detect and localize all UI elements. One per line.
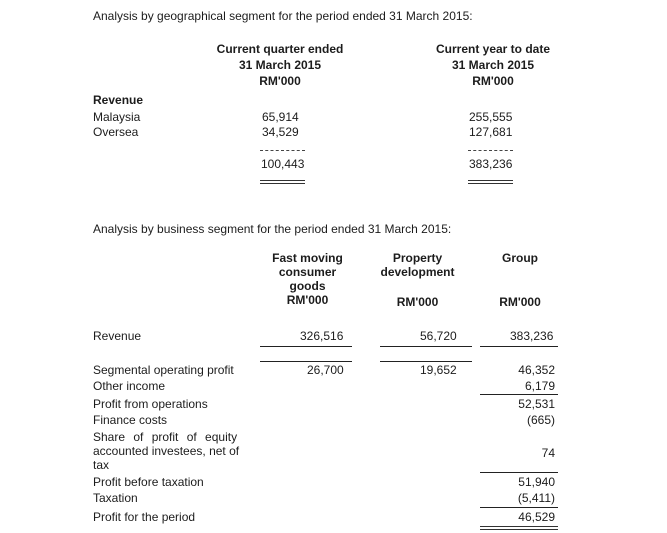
geo-double-rule-2	[468, 180, 513, 184]
geo-col1-line3: RM'000	[259, 74, 301, 88]
geo-col2-line3: RM'000	[472, 74, 514, 88]
biz-revenue-rule-2	[380, 346, 472, 347]
biz-profitops-v3: 52,531	[518, 397, 555, 411]
biz-segprofit-v1: 26,700	[307, 363, 344, 377]
biz-otherincome-rule	[480, 394, 558, 395]
biz-shareprofit-line1: Share of profit of equity	[93, 430, 238, 444]
biz-col2-header	[365, 251, 470, 309]
biz-profitperiod-double-rule	[480, 526, 558, 530]
biz-col1-line4: RM'000	[286, 293, 329, 307]
biz-col1-header	[255, 251, 360, 307]
biz-taxation-rule	[480, 507, 558, 508]
geo-row-malaysia-v2: 255,555	[469, 110, 513, 124]
biz-revenue-rule-1	[260, 346, 352, 347]
biz-revenue-v1: 326,516	[300, 329, 344, 343]
biz-revenue-v3: 383,236	[510, 329, 554, 343]
biz-pbt-label: Profit before taxation	[93, 475, 204, 489]
biz-revenue-v2: 56,720	[420, 329, 457, 343]
biz-col1-line3: goods	[289, 279, 326, 293]
geo-col1-line2: 31 March 2015	[238, 58, 322, 72]
geo-col1-header	[205, 42, 355, 88]
geo-dash-rule-1	[260, 150, 305, 151]
biz-col3-line2: RM'000	[499, 295, 541, 309]
biz-col1-line2: consumer	[278, 265, 337, 279]
geo-col2-line2: 31 March 2015	[451, 58, 535, 72]
geo-total-v2: 383,236	[469, 157, 513, 171]
geo-col1-line1: Current quarter ended	[216, 42, 344, 56]
biz-segprofit-label: Segmental operating profit	[93, 363, 234, 377]
geo-row-oversea-v1: 34,529	[262, 125, 299, 139]
biz-shareprofit-line2: accounted investees, net of	[93, 444, 240, 458]
geo-row-malaysia-label: Malaysia	[93, 110, 141, 124]
geo-revenue-label: Revenue	[93, 93, 144, 107]
geo-row-oversea-label: Oversea	[93, 125, 139, 139]
geo-col2-line1: Current year to date	[435, 42, 551, 56]
geo-row-oversea-v2: 127,681	[469, 125, 513, 139]
biz-profitperiod-label: Profit for the period	[93, 510, 196, 524]
geo-row-malaysia-v1: 65,914	[262, 110, 299, 124]
geo-heading: Analysis by geographical segment for the period ended 31 March 2015:	[93, 9, 473, 23]
biz-col2-line1: Property	[392, 251, 443, 265]
biz-col3-header	[485, 251, 555, 309]
geo-dash-rule-2	[468, 150, 513, 151]
biz-profitops-label: Profit from operations	[93, 397, 208, 411]
biz-otherincome-label: Other income	[93, 379, 166, 393]
biz-segprofit-v3: 46,352	[518, 363, 555, 377]
biz-otherincome-v3: 6,179	[524, 379, 555, 393]
biz-segprofit-rule-2	[380, 361, 472, 362]
biz-shareprofit-v3: 74	[541, 446, 555, 460]
biz-heading: Analysis by business segment for the period ended 31 March 2015:	[93, 222, 452, 236]
biz-taxation-label: Taxation	[93, 491, 138, 505]
biz-shareprofit-line3: tax	[93, 458, 110, 472]
geo-total-v1: 100,443	[261, 157, 305, 171]
geo-double-rule-1	[260, 180, 305, 184]
biz-taxation-v3: (5,411)	[517, 491, 555, 505]
biz-revenue-rule-3	[480, 346, 558, 347]
biz-profitperiod-v3: 46,529	[518, 510, 555, 524]
biz-segprofit-v2: 19,652	[420, 363, 457, 377]
biz-col2-line3: RM'000	[396, 295, 439, 309]
biz-segprofit-rule-1	[260, 361, 352, 362]
biz-financecosts-label: Finance costs	[93, 413, 168, 427]
biz-col2-line2: development	[380, 265, 455, 279]
biz-shareprofit-rule	[480, 472, 558, 473]
biz-col1-line1: Fast moving	[272, 251, 343, 265]
biz-col3-line1: Group	[502, 251, 538, 265]
biz-revenue-label: Revenue	[93, 329, 142, 343]
biz-shareprofit-label	[93, 430, 263, 472]
biz-pbt-v3: 51,940	[518, 475, 555, 489]
geo-col2-header	[418, 42, 568, 88]
biz-financecosts-v3: (665)	[526, 413, 555, 427]
